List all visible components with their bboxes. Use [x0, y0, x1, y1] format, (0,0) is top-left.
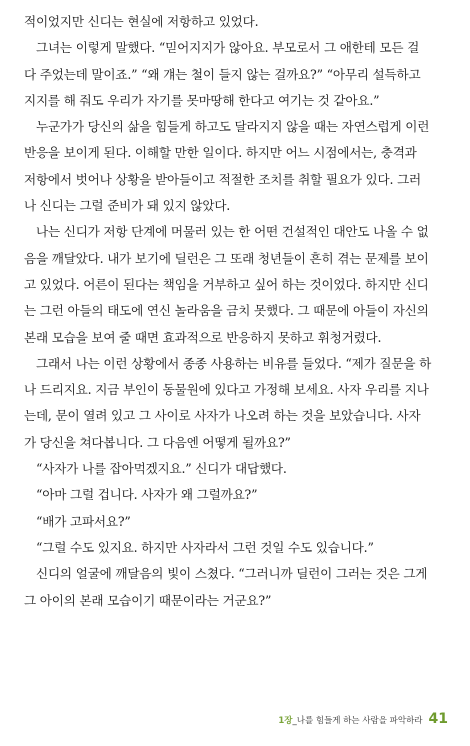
text-line: “그럴 수도 있지요. 하지만 사자라서 그런 것일 수도 있습니다.”	[36, 539, 374, 555]
text-line: 그 아이의 본래 모습이기 때문이라는 거군요?”	[24, 592, 272, 608]
text-line: 지지를 해 줘도 우리가 자기를 못마땅해 한다고 여기는 것 같아요.”	[24, 92, 380, 108]
text-line: 음을 깨달았다. 내가 보기에 딜런은 그 또래 청년들이 흔히 겪는 문제를 보이	[24, 250, 429, 266]
text-line: “배가 고파서요?”	[36, 513, 131, 529]
chapter-title: _나를 힘들게 하는 사람을 파악하라	[292, 716, 423, 726]
running-header	[278, 714, 422, 726]
chapter-number: 1장	[278, 716, 293, 726]
page-footer	[278, 711, 448, 727]
text-line: 나 드리지요. 지금 부인이 동물원에 있다고 가정해 보세요. 사자 우리를 지나	[24, 382, 429, 398]
page-body	[24, 9, 452, 614]
text-line: 그래서 나는 이런 상황에서 종종 사용하는 비유를 들었다. “제가 질문을 하	[36, 355, 432, 371]
text-line: 저항에서 벗어나 상황을 받아들이고 적절한 조치를 취할 필요가 있다. 그러	[24, 171, 421, 187]
text-line: 그녀는 이렇게 말했다. “믿어지지가 않아요. 부모로서 그 애한테 모든 걸	[36, 40, 420, 56]
text-line: 나는 신디가 저항 단계에 머물러 있는 한 어떤 건설적인 대안도 나올 수 없	[36, 224, 429, 240]
text-line: 고 있었다. 어른이 된다는 책임을 거부하고 싶어 하는 것이었다. 하지만 신디	[24, 276, 429, 292]
text-line: 는데, 문이 열려 있고 그 사이로 사자가 나오려 하는 것을 보았습니다. 사자	[24, 408, 421, 424]
text-line: “아마 그럴 겁니다. 사자가 왜 그럴까요?”	[36, 487, 258, 503]
text-line: 반응을 보이게 된다. 이해할 만한 일이다. 하지만 어느 시점에서는, 충격과	[24, 145, 417, 161]
page-number: 41	[428, 711, 448, 727]
text-line: 나 신디는 그럴 준비가 돼 있지 않았다.	[24, 198, 231, 214]
text-line: 다 주었는데 말이죠.” “왜 걔는 철이 들지 않는 걸까요?” “아무리 설득하고	[24, 66, 421, 82]
text-line: 누군가가 당신의 삶을 힘들게 하고도 달라지지 않을 때는 자연스럽게 이런	[36, 119, 430, 135]
text-line: 가 당신을 쳐다봅니다. 그 다음엔 어떻게 될까요?”	[24, 434, 291, 450]
text-line: 적이었지만 신디는 현실에 저항하고 있었다.	[24, 14, 259, 29]
text-line: “사자가 나를 잡아먹겠지요.” 신디가 대답했다.	[36, 461, 287, 477]
text-line: 본래 모습을 보여 줄 때면 효과적으로 반응하지 못하고 휘청거렸다.	[24, 329, 382, 345]
text-line: 신디의 얼굴에 깨달음의 빛이 스쳤다. “그러니까 딜런이 그러는 것은 그게	[36, 566, 428, 582]
text-line: 는 그런 아들의 태도에 연신 놀라움을 금치 못했다. 그 때문에 아들이 자신의	[24, 303, 429, 319]
